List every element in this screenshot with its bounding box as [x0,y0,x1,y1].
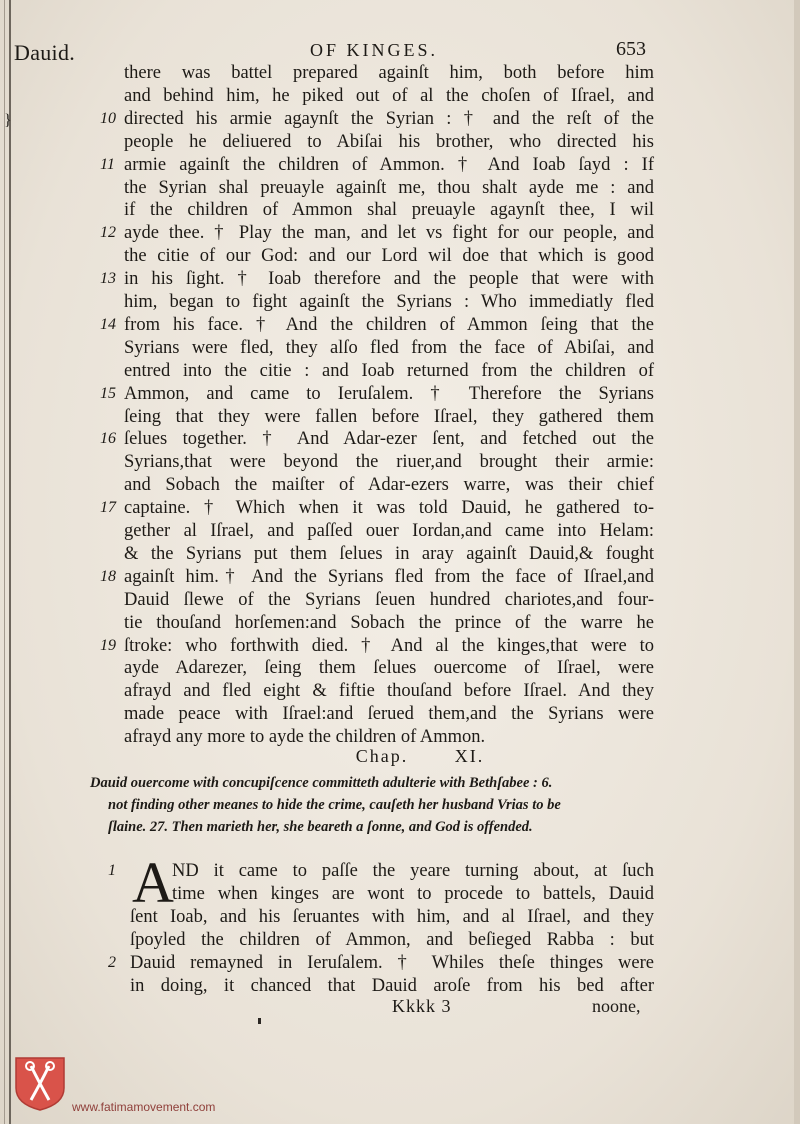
chapter-argument-line: Dauid ouercome with concupiſcence committeth adulterie with Bethſabee : 6. [90,775,553,791]
text-line: gether al Iſrael, and paſſed ouer Iordan,and came into Helam: [124,521,654,541]
chapter-text-line: ND it came to paſſe the yeare turning about, at ſuch [172,861,654,881]
text-line: Syrians were fled, they alſo fled from the face of Abiſai, and [124,337,654,358]
chapter-number: XI. [454,746,485,766]
verse-number: 13 [100,270,116,288]
text-line: Syrians,that were beyond the riuer,and brought their armie: [124,452,654,473]
chapter-heading [0,746,800,767]
text-line: afrayd any more to ayde the children of Ammon. [124,727,486,748]
chapter-text-line: time when kinges are wont to procede to battels, Dauid [172,884,654,904]
text-line: captaine. † Which when it was told Dauid, he gathered to- [124,498,654,519]
verse-number: 19 [100,636,116,654]
verse-number: 14 [100,315,116,333]
watermark-url: www.fatimamovement.com [72,1100,216,1114]
text-line: directed his armie agaynſt the Syrian : † and the reſt of the [124,108,654,129]
chapter-argument-line: not finding other meanes to hide the crime, cauſeth her husband Vrias to be [108,797,561,813]
page-edge-shadow [794,0,800,1124]
verse-number: 16 [100,430,116,448]
page-number: 653 [616,38,646,60]
catchword: noone, [592,996,641,1016]
text-line: him, began to fight againſt the Syrians : Who immediatly fled [124,292,654,312]
verse-number: 12 [100,224,116,242]
text-line: ſeing that they were fallen before Iſrael, they gathered them [124,406,654,427]
binding-edge [9,0,11,1124]
verse-number: 11 [100,155,115,173]
text-line: the Syrian shal preuayle againſt me, thou shalt ayde me : and [124,177,654,198]
text-line: there was battel prepared againſt him, both before him [124,63,654,83]
text-line: Ammon, and came to Ieruſalem. † Therefore the Syrians [124,383,654,404]
text-line: if the children of Ammon shal preuayle agaynſt thee, I wil [124,200,654,221]
verse-number: 1 [108,862,116,879]
chapter-text-line: in doing, it chanced that Dauid aroſe from his bed after [130,976,654,996]
text-line: ayde Adarezer, ſeing them ſelues ouercome of Iſrael, were [124,658,654,679]
text-line: from his face. † And the children of Ammon ſeing that the [124,314,654,335]
text-line: ſelues together. † And Adar-ezer ſent, and fetched out the [124,429,654,450]
ink-speck [258,1018,261,1024]
binding-edge-line [4,0,5,1124]
chapter-text-line: ſent Ioab, and his ſeruantes with him, and al Iſrael, and they [130,907,654,927]
text-line: and behind him, he piked out of al the choſen of Iſrael, and [124,85,654,106]
text-line: armie againſt the children of Ammon. † And Ioab ſayd : If [124,154,654,175]
chapter-label: Chap. [355,746,409,766]
signature-mark: Kkkk 3 [392,996,452,1016]
verse-number: 18 [100,567,116,585]
chapter-text-line: ſpoyled the children of Ammon, and beſieged Rabba : but [130,930,654,950]
verse-number: 15 [100,384,116,402]
verse-number: 17 [100,499,116,517]
chapter-argument-line: ſlaine. 27. Then marieth her, she beareth a ſonne, and God is offended. [108,819,533,835]
text-line: Dauid ſlewe of the Syrians ſeuen hundred chariotes,and four- [124,589,654,610]
text-line: ſtroke: who forthwith died. † And al the kinges,that were to [124,635,654,656]
text-line: & the Syrians put them ſelues in aray againſt Dauid,& fought [124,543,654,564]
text-line: ayde thee. † Play the man, and let vs fight for our people, and [124,223,654,244]
margin-bracket-mark: } [4,112,12,129]
text-line: entred into the citie : and Ioab returned from the children of [124,360,654,381]
text-line: and Sobach the maiſter of Adar-ezers warre, was their chief [124,475,654,496]
verse-number: 2 [108,954,116,971]
text-line: afrayd and fled eight & fiftie thouſand before Iſrael. And they [124,681,654,702]
text-line: made peace with Iſrael:and ſerued them,and the Syrians were [124,704,654,725]
text-line: the citie of our God: and our Lord wil doe that which is good [124,246,654,267]
running-head-left: Dauid. [14,40,76,65]
text-line: tie thouſand horſemen:and Sobach the prince of the warre he [124,612,654,633]
drop-capital: A [132,850,174,915]
text-line: againſt him.† And the Syrians fled from the face of Iſrael,and [124,566,654,587]
text-line: people he deliuered to Abiſai his brother, who directed his [124,131,654,152]
chapter-text-line: Dauid remayned in Ieruſalem. † Whiles theſe thinges were [130,953,654,973]
verse-number: 10 [100,109,116,127]
shield-logo-icon [13,1054,67,1112]
running-head-title: OF KINGES. [310,40,439,60]
text-line: in his ſight. † Ioab therefore and the people that were with [124,269,654,290]
